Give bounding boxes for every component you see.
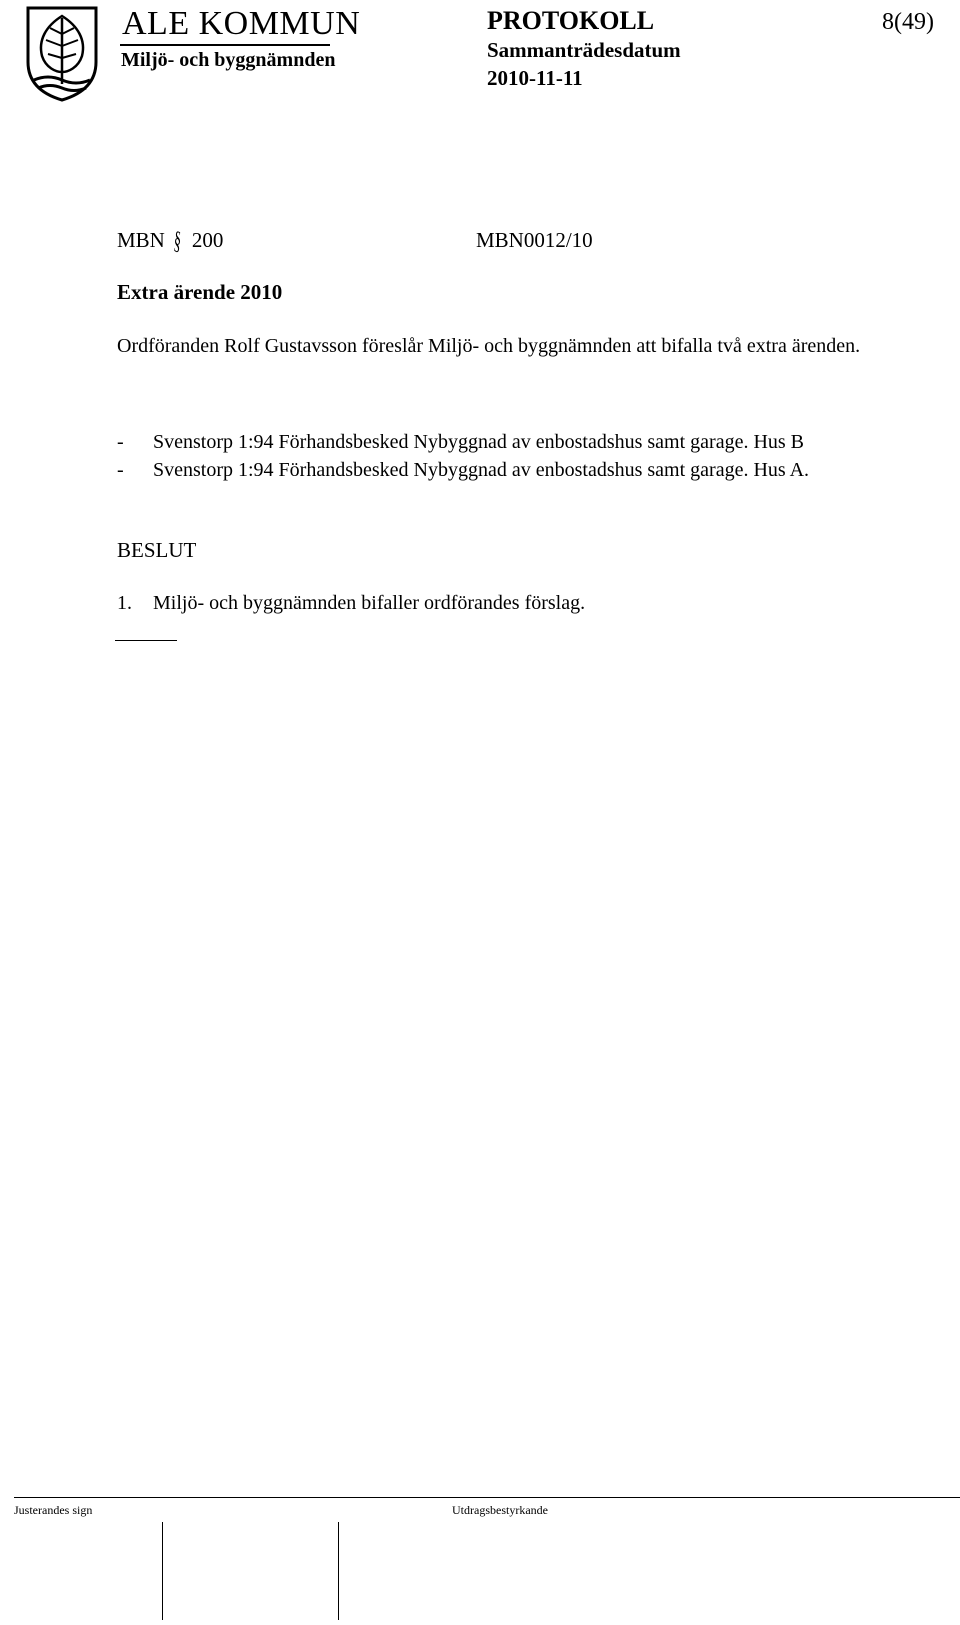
list-item-text: Svenstorp 1:94 Förhandsbesked Nybyggnad av enbostadshus samt garage. Hus B — [153, 431, 805, 453]
decision-heading: BESLUT — [117, 538, 197, 562]
section-end-rule — [115, 640, 177, 641]
meeting-date-label: Sammanträdesdatum — [487, 38, 681, 62]
signature-box-divider — [338, 1522, 339, 1620]
municipal-crest-logo — [24, 4, 100, 102]
list-item-text: Svenstorp 1:94 Förhandsbesked Nybyggnad av enbostadshus samt garage. Hus A. — [153, 459, 810, 481]
case-heading: Extra ärende 2010 — [117, 280, 283, 304]
item-list — [117, 428, 937, 484]
paragraph-number: 200 — [191, 228, 224, 252]
organization-subtitle: Miljö- och byggnämnden — [121, 49, 336, 71]
list-item — [117, 428, 937, 456]
decision-item — [117, 591, 585, 615]
list-item-marker: - — [117, 431, 124, 453]
signature-label: Justerandes sign — [14, 1503, 93, 1517]
page-number: 8(49) — [882, 9, 934, 35]
document-type: PROTOKOLL — [487, 6, 655, 35]
intro-paragraph: Ordföranden Rolf Gustavsson föreslår Miljö- och byggnämnden att bifalla två extra ärenden. — [117, 335, 861, 357]
extract-certification-label: Utdragsbestyrkande — [452, 1503, 548, 1517]
footer-divider — [14, 1497, 960, 1498]
board-abbreviation: MBN — [117, 228, 165, 252]
list-item-marker: - — [117, 459, 124, 481]
meeting-date-value: 2010-11-11 — [487, 66, 583, 90]
paragraph-symbol: § — [172, 225, 183, 256]
case-number: MBN0012/10 — [476, 228, 593, 252]
organization-name: ALE KOMMUN — [122, 5, 361, 42]
decision-text: Miljö- och byggnämnden bifaller ordförandes förslag. — [153, 592, 586, 614]
decision-number: 1. — [117, 592, 132, 614]
organization-underline — [120, 44, 330, 46]
signature-box-divider — [162, 1522, 163, 1620]
case-paragraph-reference — [117, 225, 224, 256]
list-item — [117, 456, 937, 484]
